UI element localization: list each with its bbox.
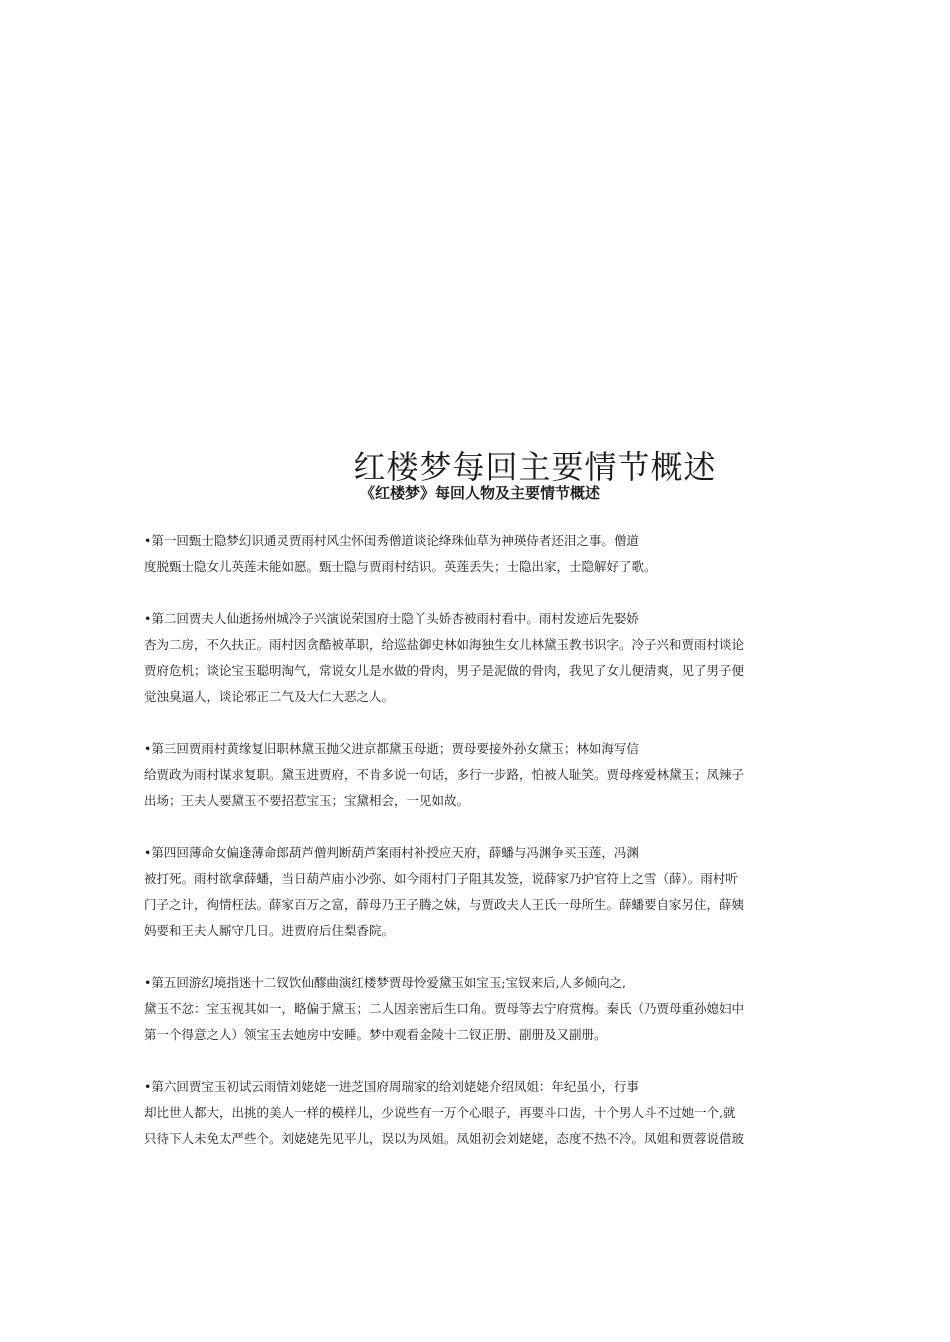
chapter-line: 出场；王夫人要黛玉不要招惹宝玉；宝黛相会，一见如故。 bbox=[144, 793, 470, 808]
chapter-list bbox=[144, 528, 812, 1178]
chapter-line: •第一回甄士隐梦幻识通灵贾雨村风尘怀闺秀僧道谈论绛珠仙草为神瑛侍者还泪之事。僧道 bbox=[144, 533, 639, 548]
chapter-3-summary bbox=[144, 736, 812, 814]
chapter-line: •第五回游幻境指迷十二钗饮仙醪曲演红楼梦贾母怜爱黛玉如宝玉;宝钗来后,人多倾向之, bbox=[144, 975, 627, 990]
chapter-2-summary bbox=[144, 606, 812, 710]
chapter-line: 只待下人未免太严些个。刘姥姥先见平儿，误以为凤姐。凤姐初会刘姥姥，态度不热不冷。凤姐和贾蓉说借玻 bbox=[144, 1131, 745, 1146]
chapter-line: 觉浊臭逼人，谈论邪正二气及大仁大恶之人。 bbox=[144, 689, 395, 704]
chapter-line: 被打死。雨村欲拿薛蟠，当日葫芦庙小沙弥、如今雨村门子阻其发签，说薛家乃护官符上之雪（薛）。雨村听 bbox=[144, 871, 738, 886]
chapter-line: •第六回贾宝玉初试云雨情刘姥姥一进芝国府周瑞家的给刘姥姥介绍凤姐：年纪虽小，行事 bbox=[144, 1079, 639, 1094]
chapter-line: 黛玉不忿：宝玉视其如一，略偏于黛玉；二人因亲密后生口角。贾母等去宁府赏梅。秦氏（乃贾母重孙媳妇中 bbox=[144, 1001, 745, 1016]
document-title: 红楼梦每回主要情节概述 bbox=[353, 448, 717, 486]
chapter-line: 给贾政为雨村谋求复职。黛玉进贾府，不肯多说一句话，多行一步路，怕被人耻笑。贾母疼爱林黛玉；凤辣子 bbox=[144, 767, 745, 782]
chapter-5-summary bbox=[144, 970, 812, 1048]
chapter-line: 门子之计，徇情枉法。薛家百万之富，薛母乃王子腾之妹，与贾政夫人王氏一母所生。薛蟠要自家另住，薛姨 bbox=[144, 897, 745, 912]
chapter-line: 贾府危机；谈论宝玉聪明淘气，常说女儿是水做的骨肉，男子是泥做的骨肉，我见了女儿便清爽，见了男子便 bbox=[144, 663, 745, 678]
chapter-line: 却比世人都大，出挑的美人一样的模样儿，少说些有一万个心眼子，再要斗口齿，十个男人斗不过她一个,就 bbox=[144, 1105, 736, 1120]
document-subtitle: 《红楼梦》每回人物及主要情节概述 bbox=[359, 484, 600, 502]
chapter-line: •第二回贾夫人仙逝扬州城冷子兴演说荣国府士隐丫头娇杏被雨村看中。雨村发迹后先娶娇 bbox=[144, 611, 639, 626]
chapter-line: 杏为二房，不久扶正。雨村因贪酷被革职，给巡盐御史林如海独生女儿林黛玉教书识字。冷子兴和贾雨村谈论 bbox=[144, 637, 745, 652]
chapter-1-summary bbox=[144, 528, 812, 580]
chapter-line: 度脱甄士隐女儿英莲未能如愿。甄士隐与贾雨村结识。英莲丢失；士隐出家，士隐解好了歌。 bbox=[144, 559, 657, 574]
chapter-line: •第四回薄命女偏逢薄命郎葫芦僧判断葫芦案雨村补授应天府，薛蟠与冯渊争买玉莲，冯渊 bbox=[144, 845, 639, 860]
chapter-4-summary bbox=[144, 840, 812, 944]
chapter-line: 第一个得意之人）领宝玉去她房中安睡。梦中观看金陵十二钗正册、副册及又副册。 bbox=[144, 1027, 607, 1042]
chapter-line: •第三回贾雨村黄缘复旧职林黛玉抛父进京都黛玉母逝；贾母要接外孙女黛玉；林如海写信 bbox=[144, 741, 639, 756]
chapter-line: 妈要和王夫人厮守几日。进贾府后住梨香院。 bbox=[144, 923, 395, 938]
chapter-6-summary bbox=[144, 1074, 812, 1152]
